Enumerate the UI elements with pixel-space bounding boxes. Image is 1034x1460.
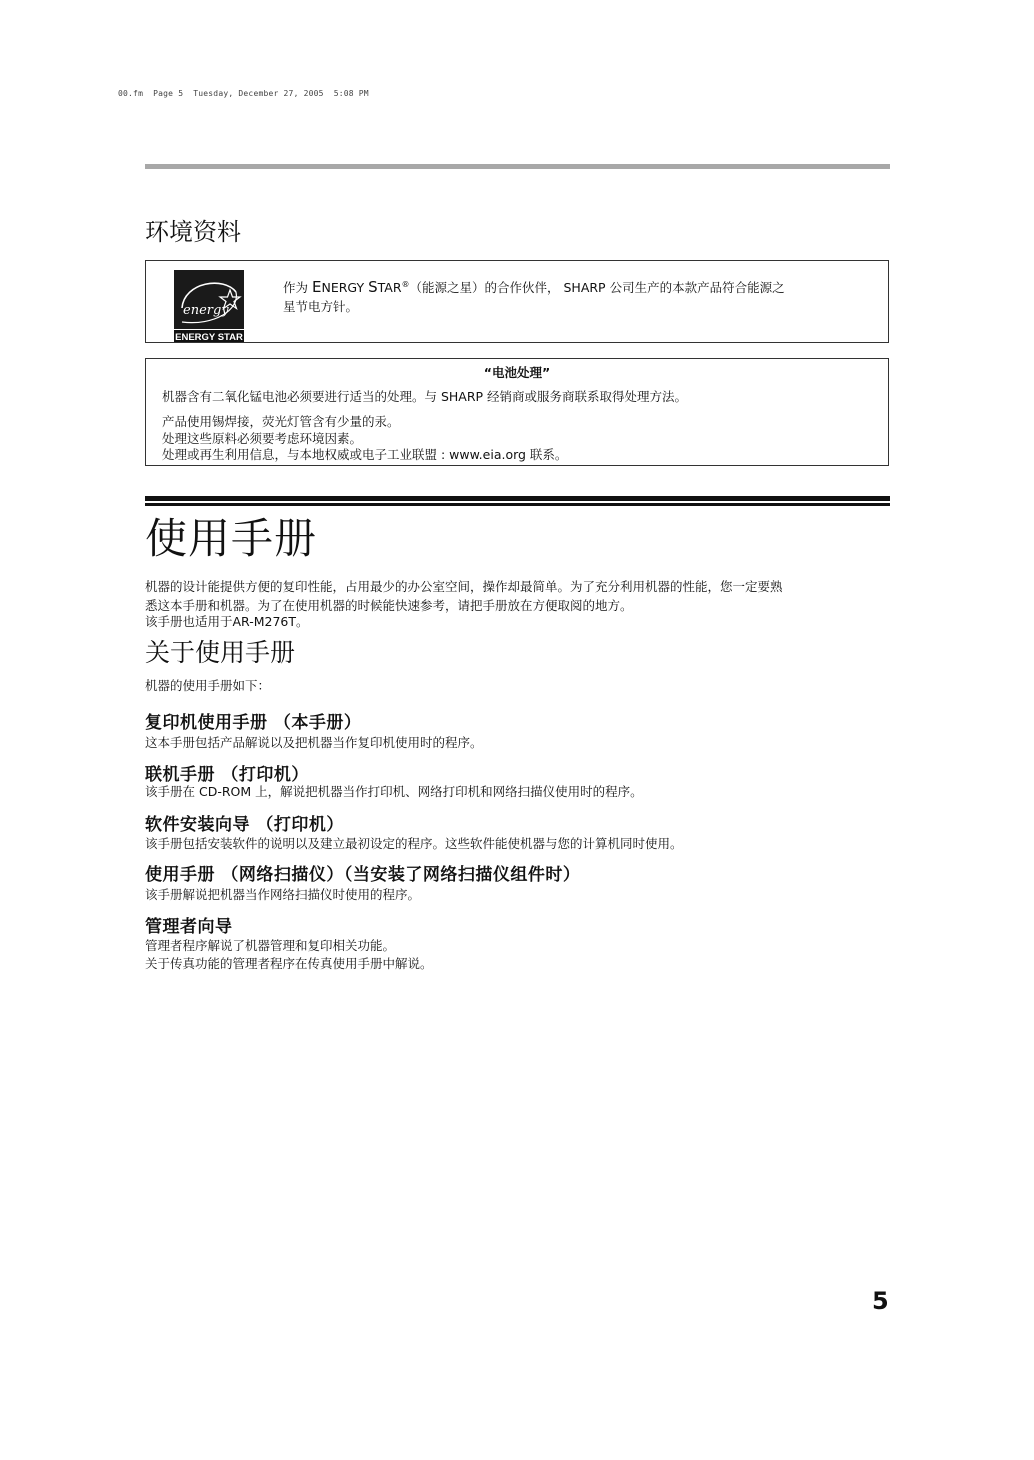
about-intro: 机器的使用手册如下： <box>145 678 271 693</box>
battery-disposal-box <box>145 358 889 466</box>
battery-title: “电池处理” <box>483 365 551 380</box>
section-title-online-manual: 联机手册 （打印机） <box>145 765 309 785</box>
logo-caption: ENERGY STAR <box>175 332 243 342</box>
section-desc-scanner-manual: 该手册解说把机器当作网络扫描仪时使用的程序。 <box>145 887 421 902</box>
page-number: 5 <box>872 1287 889 1315</box>
section-title-scanner-manual: 使用手册 （网络扫描仪）（当安装了网络扫描仪组件时） <box>145 865 581 885</box>
battery-line-1: 机器含有二氧化锰电池必须要进行适当的处理。与 SHARP 经销商或服务商联系取得处理方法。 <box>162 389 688 404</box>
environment-heading: 环境资料 <box>145 218 241 246</box>
section-rule-thick <box>145 496 890 501</box>
section-desc-admin-guide-2: 关于传真功能的管理者程序在传真使用手册中解说。 <box>145 956 433 971</box>
top-divider <box>145 164 890 169</box>
energy-star-box <box>145 260 889 343</box>
section-desc-admin-guide-1: 管理者程序解说了机器管理和复印相关功能。 <box>145 938 396 953</box>
manual-intro-line-2: 悉这本手册和机器。为了在使用机器的时候能快速参考，请把手册放在方便取阅的地方。 <box>145 598 633 613</box>
section-title-copier-manual: 复印机使用手册 （本手册） <box>145 713 362 733</box>
logo-script-text: energy <box>183 303 229 318</box>
energy-star-statement: 作为 ENERGY STAR®（能源之星）的合作伙伴， SHARP 公司生产的本款产品符合能源之 星节电方针。 <box>283 278 785 315</box>
section-title-admin-guide: 管理者向导 <box>145 917 233 937</box>
section-desc-copier-manual: 这本手册包括产品解说以及把机器当作复印机使用时的程序。 <box>145 735 483 750</box>
battery-line-2: 产品使用锡焊接，荧光灯管含有少量的汞。 <box>162 414 400 429</box>
manual-intro-line-3: 该手册也适用于AR-M276T。 <box>145 614 309 629</box>
about-heading: 关于使用手册 <box>145 638 296 667</box>
battery-line-4: 处理或再生利用信息，与本地权威或电子工业联盟 : www.eia.org 联系。 <box>162 447 568 462</box>
section-title-software-guide: 软件安装向导 （打印机） <box>145 815 344 835</box>
section-desc-online-manual: 该手册在 CD-ROM 上，解说把机器当作打印机、网络打印机和网络扫描仪使用时的程序。 <box>145 784 643 799</box>
energy-star-logo <box>174 270 244 342</box>
manual-intro-line-1: 机器的设计能提供方便的复印性能，占用最少的办公室空间，操作却最简单。为了充分利用机器的性能，您一定要熟 <box>145 579 783 594</box>
manual-heading: 使用手册 <box>145 514 318 563</box>
section-desc-software-guide: 该手册包括安装软件的说明以及建立最初设定的程序。这些软件能使机器与您的计算机同时使用。 <box>145 836 683 851</box>
battery-line-3: 处理这些原料必须要考虑环境因素。 <box>162 431 363 446</box>
file-header: 00.fm Page 5 Tuesday, December 27, 2005 5:08 PM <box>118 89 369 98</box>
